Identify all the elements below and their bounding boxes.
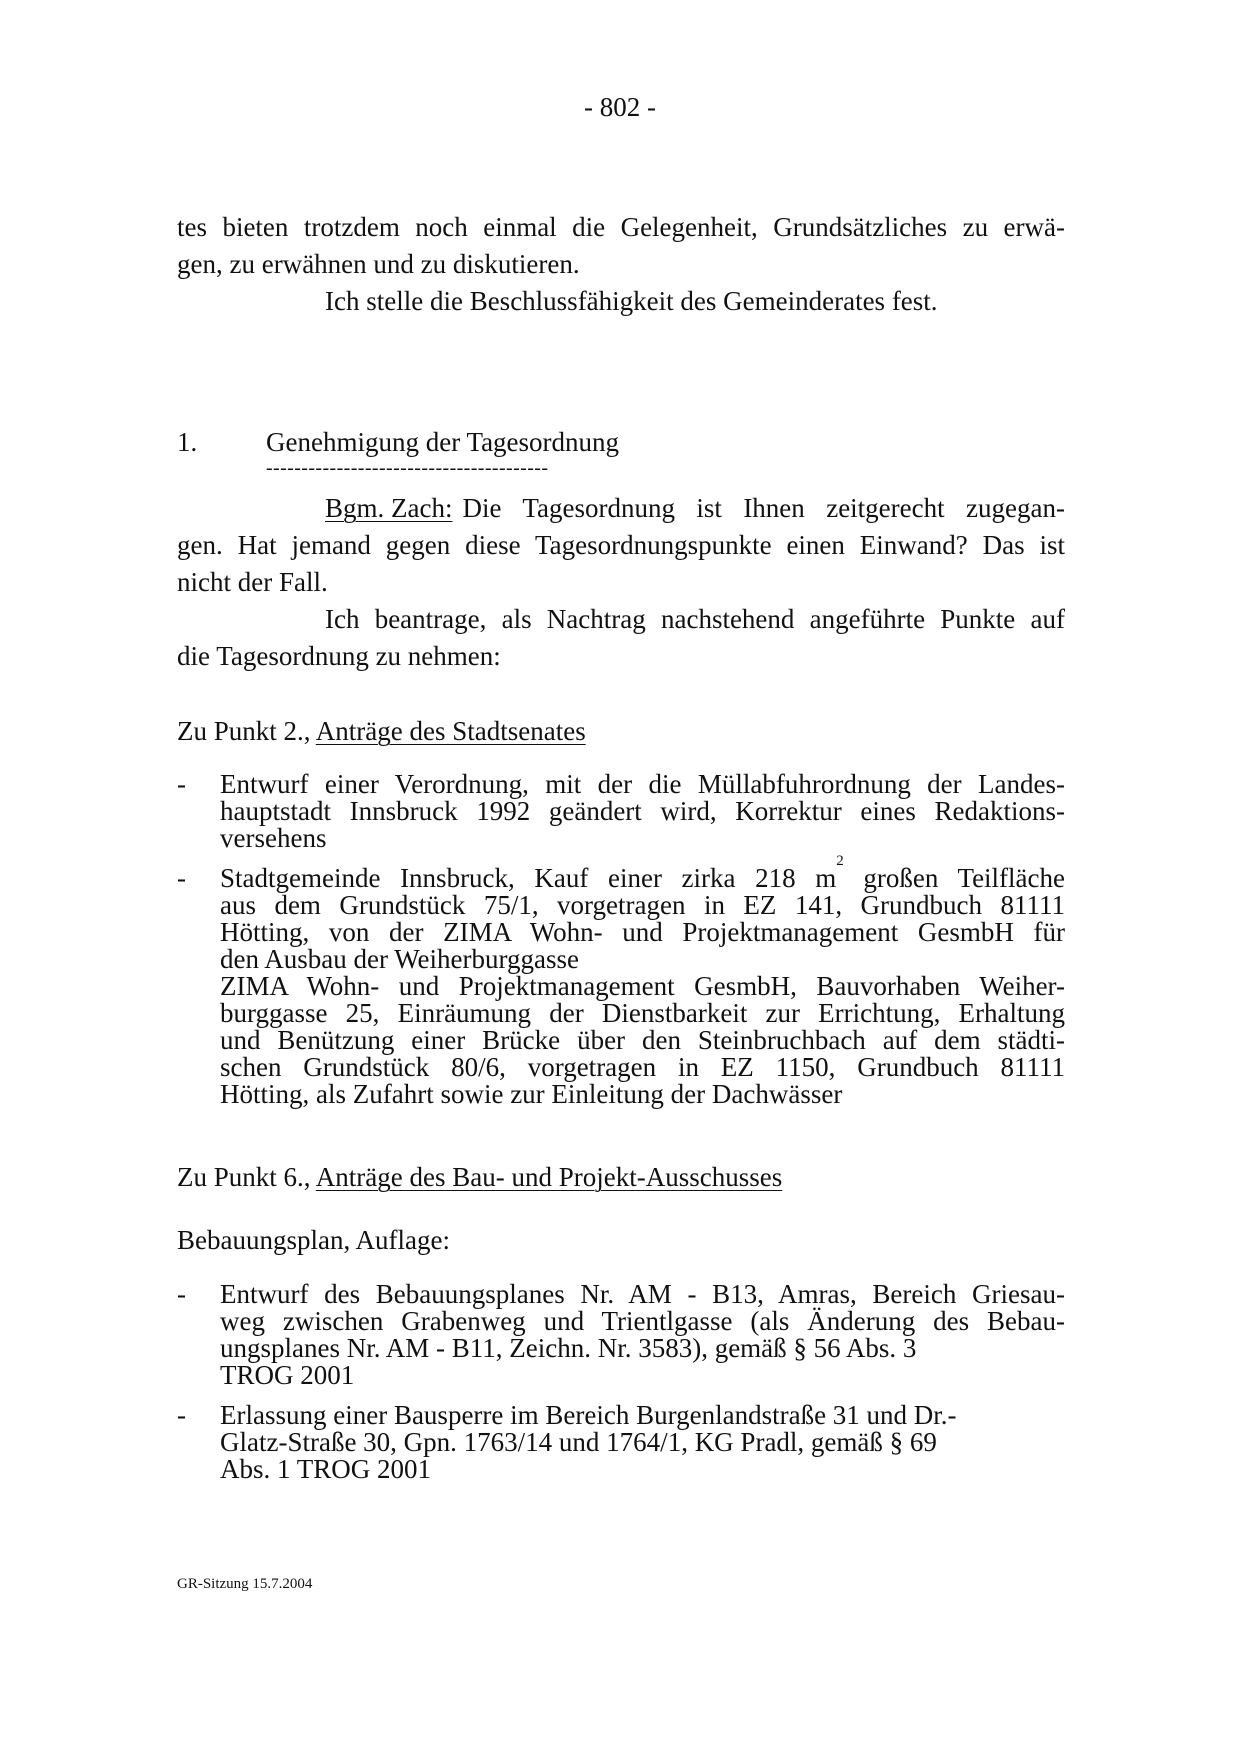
list-bullet: - [177, 863, 186, 893]
list-item-line: Glatz-Straße 30, Gpn. 1763/14 und 1764/1, KG Pradl, gemäß § 69 [220, 1427, 937, 1457]
list-bullet: - [177, 769, 186, 799]
list-item-line: Erlassung einer Bausperre im Bereich Burgenlandstraße 31 und Dr.- [220, 1400, 957, 1430]
list-item-line: Entwurf des Bebauungsplanes Nr. AM - B13, Amras, Bereich Griesau- [220, 1279, 1065, 1309]
section-title-dash-underline: ---------------------------------------- [266, 457, 549, 479]
list-item-line: TROG 2001 [220, 1360, 355, 1390]
list-item-line: den Ausbau der Weiherburggasse [220, 944, 579, 974]
speaker-text-line-1: Die Tagesordnung ist Ihnen zeitgerecht zugegan- [462, 493, 1065, 523]
punkt2-heading [177, 713, 586, 750]
speaker-line [325, 490, 1065, 527]
speaker-name: Bgm. Zach: [325, 493, 453, 523]
list-item [177, 771, 1065, 852]
punkt6-prefix: Zu Punkt 6., [177, 1162, 311, 1192]
list-item-line: versehens [220, 823, 327, 853]
intro-line-2: gen, zu erwähnen und zu diskutieren. [177, 249, 580, 279]
list-item-line: und Benützung einer Brücke über den Steinbruchbach auf dem städti- [220, 1025, 1065, 1055]
punkt6-heading [177, 1159, 782, 1196]
list-item-line: Hötting, als Zufahrt sowie zur Einleitung der Dachwässer [220, 1079, 843, 1109]
list-item-line [220, 853, 1065, 893]
punkt2-title: Anträge des Stadtsenates [315, 716, 586, 746]
page-number: - 802 - [584, 92, 656, 122]
section-number: 1. [177, 427, 198, 457]
punkt6-subheading: Bebauungsplan, Auflage: [177, 1225, 450, 1255]
list-item-line: Hötting, von der ZIMA Wohn- und Projektmanagement GesmbH für [220, 917, 1065, 947]
list-item-line: hauptstadt Innsbruck 1992 geändert wird, Korrektur eines Redaktions- [220, 796, 1065, 826]
section-title: Genehmigung der Tagesordnung [266, 427, 620, 457]
list-item-line: burggasse 25, Einräumung der Dienstbarkeit zur Errichtung, Erhaltung [220, 998, 1065, 1028]
list-item [177, 1402, 1065, 1483]
list-item-line: ungsplanes Nr. AM - B11, Zeichn. Nr. 3583), gemäß § 56 Abs. 3 [220, 1333, 917, 1363]
list-item-line: aus dem Grundstück 75/1, vorgetragen in EZ 141, Grundbuch 81111 [220, 890, 1065, 920]
list-bullet: - [177, 1400, 186, 1430]
list-item-line: Abs. 1 TROG 2001 [220, 1454, 432, 1484]
list-bullet: - [177, 1279, 186, 1309]
paragraph-line: Ich beantrage, als Nachtrag nachstehend angeführte Punkte auf [325, 604, 1065, 634]
paragraph-line: nicht der Fall. [177, 567, 328, 597]
list-item [177, 853, 1065, 1109]
punkt6-title: Anträge des Bau- und Projekt-Ausschusses [315, 1162, 783, 1192]
list-item-line: Entwurf einer Verordnung, mit der die Müllabfuhrordnung der Landes- [220, 769, 1065, 799]
punkt2-prefix: Zu Punkt 2., [177, 716, 311, 746]
list-item [177, 1281, 1065, 1389]
superscript: 2 [836, 853, 844, 869]
page-footer: GR-Sitzung 15.7.2004 [177, 1576, 313, 1592]
list-item-line: ZIMA Wohn- und Projektmanagement GesmbH, Bauvorhaben Weiher- [220, 971, 1065, 1001]
paragraph-line: die Tagesordnung zu nehmen: [177, 641, 501, 671]
list-item-text: Stadtgemeinde Innsbruck, Kauf einer zirka 218 m [220, 863, 837, 893]
intro-line-1: tes bieten trotzdem noch einmal die Gelegenheit, Grundsätzliches zu erwä- [177, 212, 1065, 242]
paragraph-line: gen. Hat jemand gegen diese Tagesordnungspunkte einen Einwand? Das ist [177, 530, 1065, 560]
list-item-line: schen Grundstück 80/6, vorgetragen in EZ 1150, Grundbuch 81111 [220, 1052, 1065, 1082]
list-item-text: großen Teilfläche [843, 863, 1065, 893]
intro-line-3: Ich stelle die Beschlussfähigkeit des Gemeinderates fest. [325, 286, 938, 316]
list-item-line: weg zwischen Grabenweg und Trientlgasse (als Änderung des Bebau- [220, 1306, 1065, 1336]
